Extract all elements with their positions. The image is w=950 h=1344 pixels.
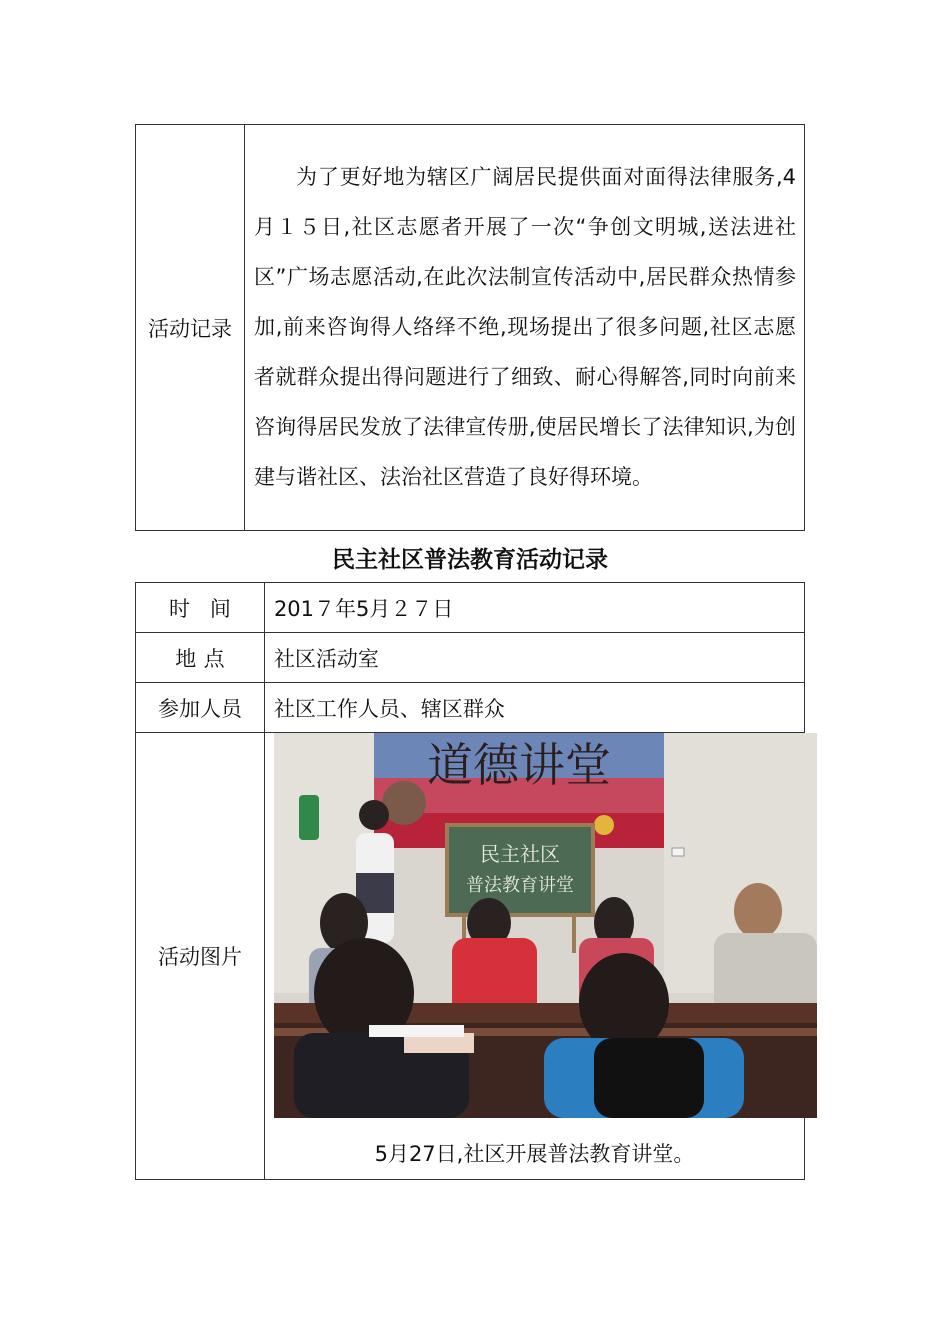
activity-info-table [135,582,805,1180]
place-row [136,633,805,683]
participants-label: 参加人员 [136,683,265,733]
place-label: 地点 [136,633,265,683]
photo-row [136,733,805,1180]
photo-caption: 5月27日,社区开展普法教育讲堂。 [374,1142,695,1166]
time-value: 201７年5月２７日 [264,583,804,633]
place-value: 社区活动室 [264,633,804,683]
record-label: 活动记录 [136,125,245,531]
record-text: 为了更好地为辖区广阔居民提供面对面得法律服务,4月１５日,社区志愿者开展了一次“争创文明城,送法进社区”广场志愿活动,在此次法制宣传活动中,居民群众热情参加,前来咨询得人络绎不绝,现场提出了很多问题,社区志愿者就群众提出得问题进行了细致、耐心得解答,同时向前来咨询得居民发放了法律宣传册,使居民增长了法律知识,为创建与谐社区、法治社区营造了良好得环境。 [254,165,796,489]
board-line2: 普法教育讲堂 [465,875,574,896]
activity-record-table [135,124,805,531]
participants-value: 社区工作人员、辖区群众 [264,683,804,733]
photo-cell [264,733,804,1180]
record-content-cell [245,125,805,531]
page-title: 民主社区普法教育活动记录 [332,547,608,573]
banner-text: 道德讲堂 [426,738,611,792]
photo-label: 活动图片 [136,733,265,1180]
activity-photo [274,733,817,1118]
time-label: 时间 [136,583,265,633]
time-row [136,583,805,633]
participants-row [136,683,805,733]
board-line1: 民主社区 [479,842,560,866]
